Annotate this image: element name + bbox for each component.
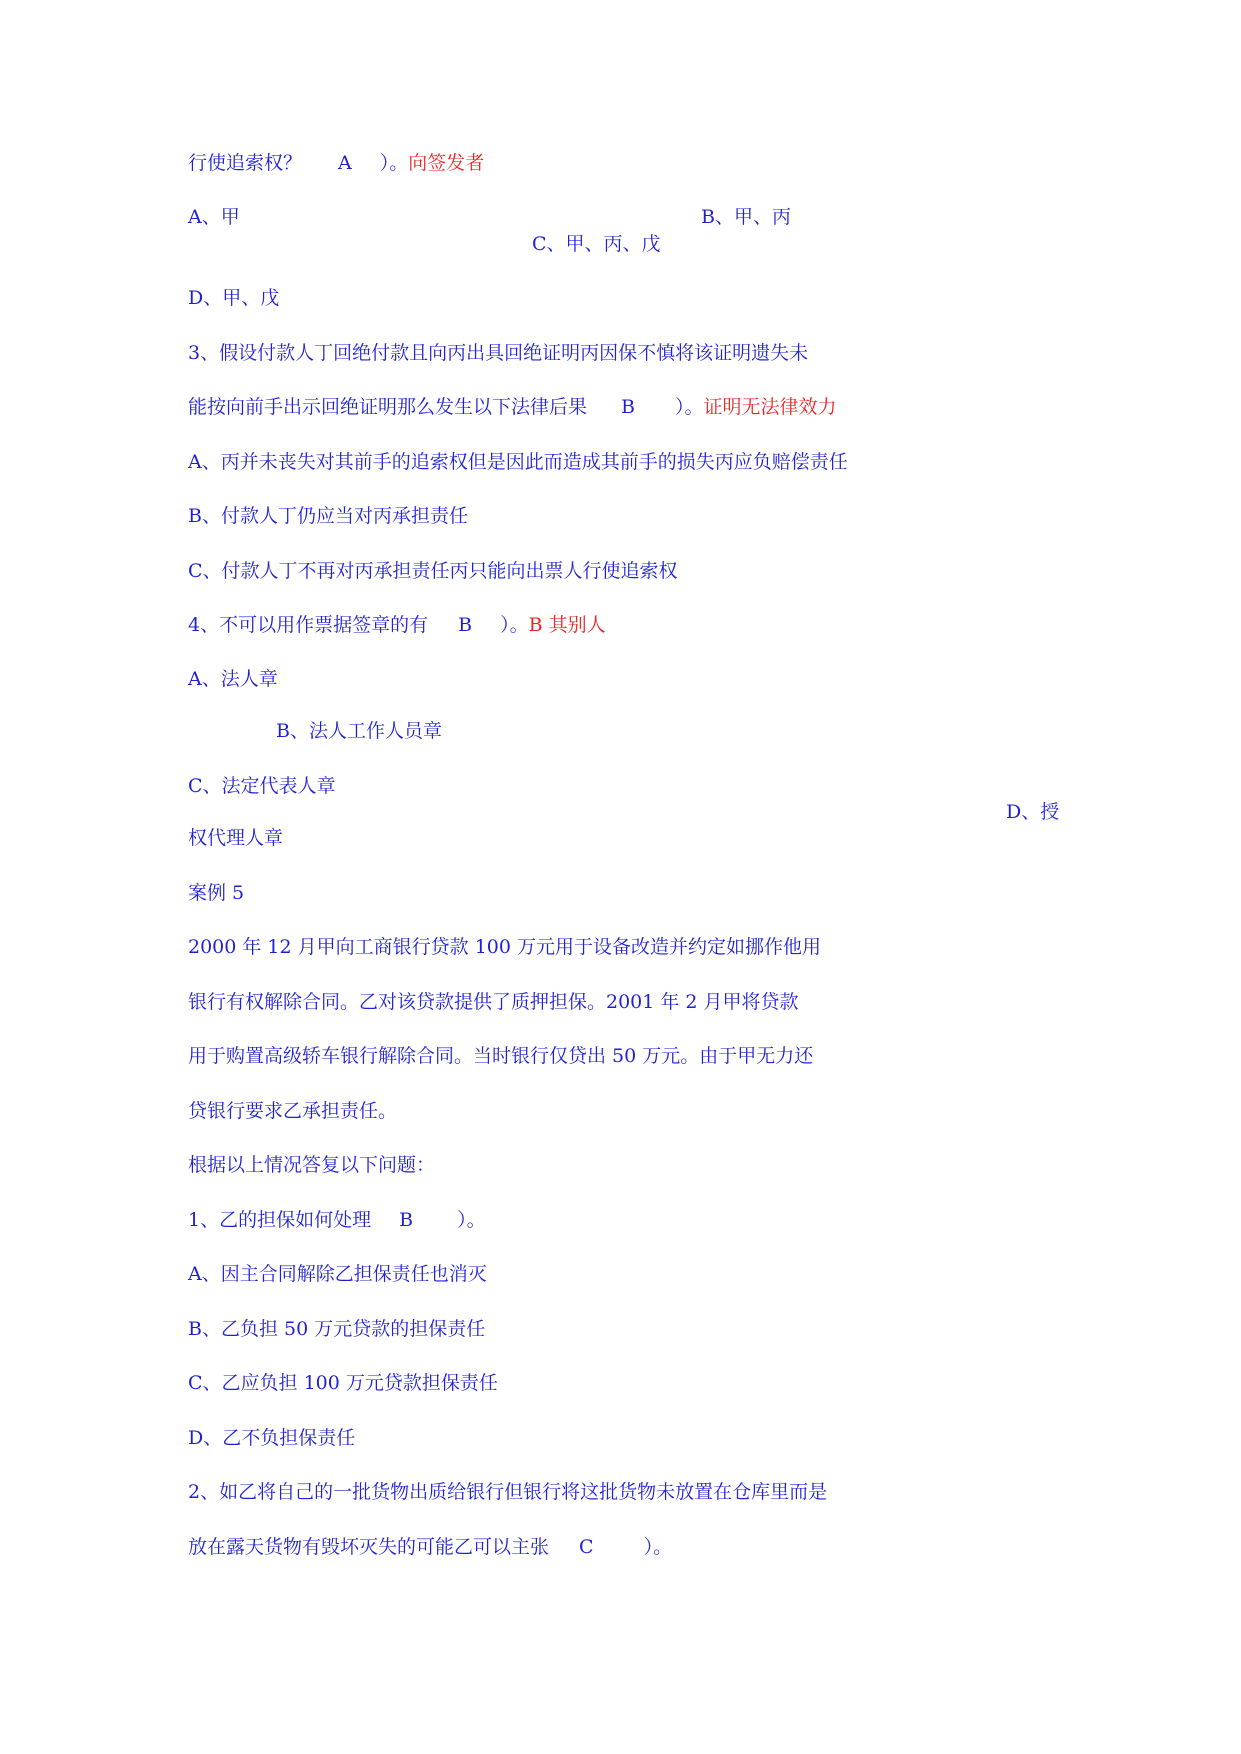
case5-q2-answer-choice: C <box>579 1536 594 1558</box>
q3-stem-line-2 <box>188 395 837 419</box>
case5-q2-stem-line-1: 2、如乙将自己的一批货物出质给银行但银行将这批货物未放置在仓库里而是 <box>188 1481 828 1503</box>
q2-option-b: B、甲、丙 <box>701 206 791 228</box>
q3-answer-choice: B <box>621 396 635 418</box>
q3-option-b: B、付款人丁仍应当对丙承担责任 <box>188 505 468 527</box>
q2-option-a: A、甲 <box>188 206 240 228</box>
q2-answer-note: 向签发者 <box>408 152 485 174</box>
q3-stem-text: 能按向前手出示回绝证明那么发生以下法律后果 <box>188 396 588 418</box>
q4-option-d-part1: D、授 <box>1006 801 1060 823</box>
q4-option-d-part2: 权代理人章 <box>188 827 284 849</box>
q3-option-a: A、丙并未丧失对其前手的追索权但是因此而造成其前手的损失丙应负赔偿责任 <box>188 451 848 473</box>
q2-stem-text: 行使追索权？ <box>188 152 303 174</box>
q2-stem-line <box>188 151 484 175</box>
q3-stem-line-1: 3、假设付款人丁回绝付款且向丙出具回绝证明丙因保不慎将该证明遗失未 <box>188 342 809 364</box>
case5-q1-stem-line <box>188 1208 486 1232</box>
case5-q1-option-b: B、乙负担 50 万元贷款的担保责任 <box>188 1318 486 1340</box>
q4-answer-close: ）。 <box>500 614 529 636</box>
case5-para-line-1: 2000 年 12 月甲向工商银行贷款 100 万元用于设备改造并约定如挪作他用 <box>188 936 821 958</box>
q2-option-d: D、甲、戊 <box>188 287 280 309</box>
case5-q1-stem-text: 1、乙的担保如何处理 <box>188 1209 372 1231</box>
q3-answer-close: ）。 <box>674 396 704 418</box>
q4-stem-line <box>188 613 606 637</box>
case5-q2-stem-text: 放在露天货物有毁坏灭失的可能乙可以主张 <box>188 1536 550 1558</box>
case5-title: 案例 5 <box>188 882 245 904</box>
case5-para-line-3: 用于购置高级轿车银行解除合同。当时银行仅贷出 50 万元。由于甲无力还 <box>188 1045 814 1067</box>
case5-q1-option-d: D、乙不负担保责任 <box>188 1427 356 1449</box>
case5-para-line-2: 银行有权解除合同。乙对该贷款提供了质押担保。2001 年 2 月甲将贷款 <box>188 991 799 1013</box>
case5-para-line-4: 贷银行要求乙承担责任。 <box>188 1100 398 1122</box>
q4-answer-note: B 其别人 <box>528 614 606 636</box>
case5-q2-stem-line-2 <box>188 1535 672 1559</box>
case5-instruction: 根据以上情况答复以下问题： <box>188 1154 436 1176</box>
q4-answer-choice: B <box>458 614 473 636</box>
case5-q1-answer-close: ）。 <box>457 1209 486 1231</box>
case5-q1-option-c: C、乙应负担 100 万元贷款担保责任 <box>188 1372 498 1394</box>
q3-option-c: C、付款人丁不再对丙承担责任丙只能向出票人行使追索权 <box>188 560 678 582</box>
q3-answer-note: 证明无法律效力 <box>703 396 837 418</box>
case5-q2-answer-close: ）。 <box>643 1536 673 1558</box>
case5-q1-answer-choice: B <box>399 1209 414 1231</box>
q4-option-a: A、法人章 <box>188 668 278 690</box>
q4-option-c: C、法定代表人章 <box>188 775 336 797</box>
q2-answer-close: ）。 <box>379 152 409 174</box>
q2-answer-choice: A <box>338 152 352 174</box>
case5-q1-option-a: A、因主合同解除乙担保责任也消灭 <box>188 1263 487 1285</box>
q2-option-c: C、甲、丙、戊 <box>532 233 661 255</box>
q4-stem-text: 4、不可以用作票据签章的有 <box>188 614 429 636</box>
q4-option-b: B、法人工作人员章 <box>276 720 442 742</box>
